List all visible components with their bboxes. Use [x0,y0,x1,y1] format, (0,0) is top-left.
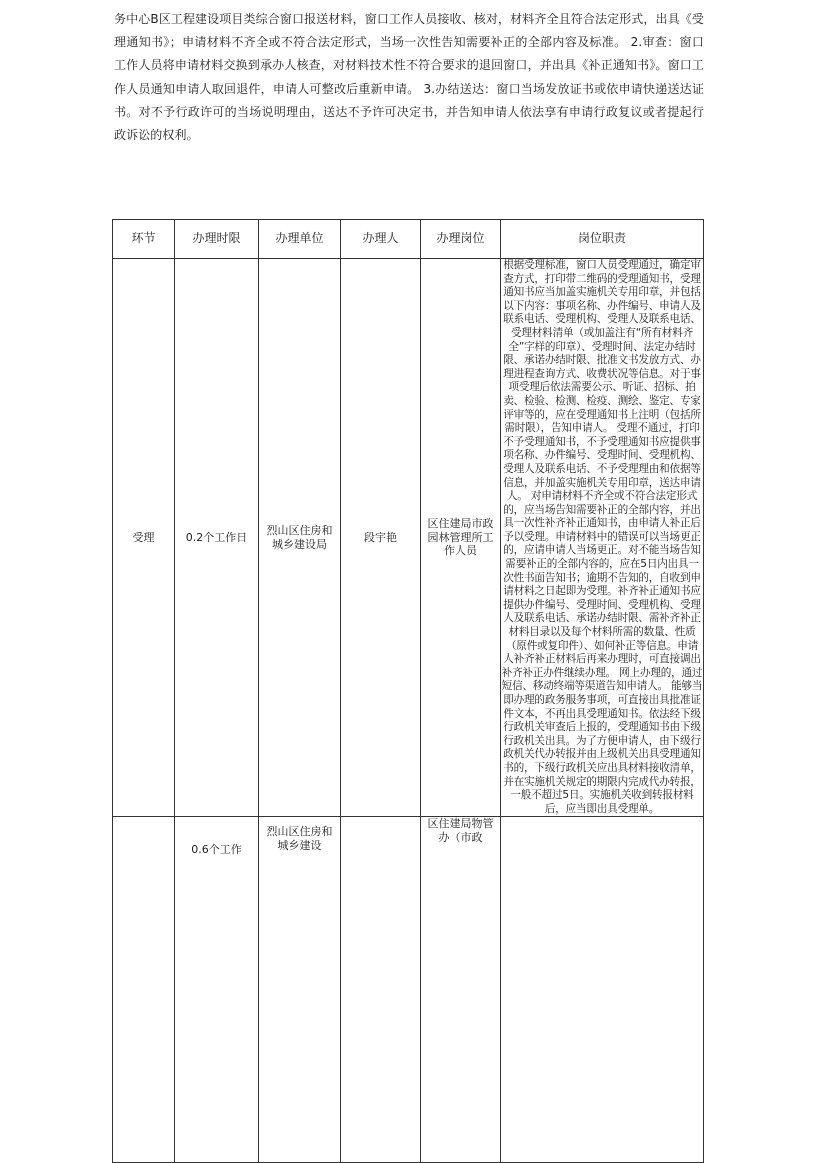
cell-period [175,259,259,817]
period-text: 0.2个工作日 [185,530,248,544]
cell-unit [259,259,341,817]
table-row [113,817,704,1163]
post-text: 区住建局市政园林管理所工作人员 [427,517,494,558]
person-text: 段宇艳 [364,530,397,544]
cell-unit [259,817,341,1163]
period-text: 0.6个工作 [191,843,242,857]
header-unit: 办理单位 [259,220,341,259]
intro-text-block [114,8,704,147]
person-text [341,817,420,823]
header-stage: 环节 [113,220,175,259]
process-table [112,219,704,1163]
post-text: 区住建局物管办（市政 [427,817,494,844]
table-header-row [113,220,704,259]
header-person: 办理人 [341,220,421,259]
cell-duty: 根据受理标准，窗口人员受理通过，确定审查方式，打印带二维码的受理通知书，受理通知书应当加盖实施机关专用印章，并包括以下内容：事项名称、办件编号、申请人及联系电话、受理机构、受理人及联系电话、受理材料清单（或加盖注有“所有材料齐全”字样的印章）、受理时间、法定办结时限、承诺办结时限、批准文书发放方式、办理进程查询方式、收费状况等信息。对于事项受理后依法需要公示、听证、招标、拍卖、检验、检测、检疫、测绘、鉴定、专家评审等的，应在受理通知书上注明（包括所需时限），告知申请人。 受理不通过，打印不予受理通知书，不予受理通知书应提供事项名称、办件编号、受理时间、受理机构、受理人及联系电话、不予受理理由和依据等信息，并加盖实施机关专用印章，送达申请人。 对申请材料不齐全或不符合法定形式的，应当场告知需要补正的全部内容，并出具一次性补齐补正通知书，由申请人补正后予以受理。申请材料中的错误可以当场更正的，应请申请人当场更正。对不能当场告知需要补正的全部内容的，应在5日内出具一次性书面告知书；逾期不告知的，自收到申请材料之日起即为受理。补齐补正通知书应提供办件编号、受理时间、受理机构、受理人及联系电话、承诺办结时限、需补齐补正材料目录以及每个材料所需的数量、性质（原件或复印件）、如何补正等信息。申请人补齐补正材料后再来办理时，可直接调出补齐补正办件继续办理。 网上办理的，通过短信、移动终端等渠道告知申请人。 能够当即办理的政务服务事项，可直接出具批准证件文本，不再出具受理通知书。依法经下级行政机关审查后上报的，受理通知书由下级行政机关出具。为了方便申请人，由下级行政机关代办转报并由上级机关出具受理通知书的，下级行政机关应出具材料接收清单，并在实施机关规定的期限内完成代办转报，一般不超过5日。实施机关收到转报材料后，应当即出具受理单。 [501,259,704,817]
cell-stage [113,259,175,817]
cell-period [175,817,259,1163]
table-row [113,259,704,817]
header-duty: 岗位职责 [501,220,704,259]
stage-text: 受理 [132,530,155,544]
cell-post [421,259,501,817]
cell-person [341,817,421,1163]
header-post: 办理岗位 [421,220,501,259]
cell-duty [501,817,704,1163]
header-period: 办理时限 [175,220,259,259]
cell-person [341,259,421,817]
intro-paragraph: 务中心B区工程建设项目类综合窗口报送材料，窗口工作人员接收、核对，材料齐全且符合法定形式，出具《受理通知书》；申请材料不齐全或不符合法定形式，当场一次性告知需要补正的全部内容及标准。 2.审查：窗口工作人员将申请材料交换到承办人核查，对材料技术性不符合要求的退回窗口，并出具《补正通知书》。窗口工作人员通知申请人取回退件，申请人可整改后重新申请。 3.办结送达：窗口当场发放证书或依申请快递送达证书。对不予行政许可的当场说明理由，送达不予许可决定书，并告知申请人依法享有申请行政复议或者提起行政诉讼的权利。 [114,12,704,143]
unit-text: 烈山区住房和城乡建设局 [266,524,333,551]
unit-text: 烈山区住房和城乡建设 [266,825,333,852]
stage-text [113,817,174,823]
cell-post [421,817,501,1163]
cell-stage [113,817,175,1163]
